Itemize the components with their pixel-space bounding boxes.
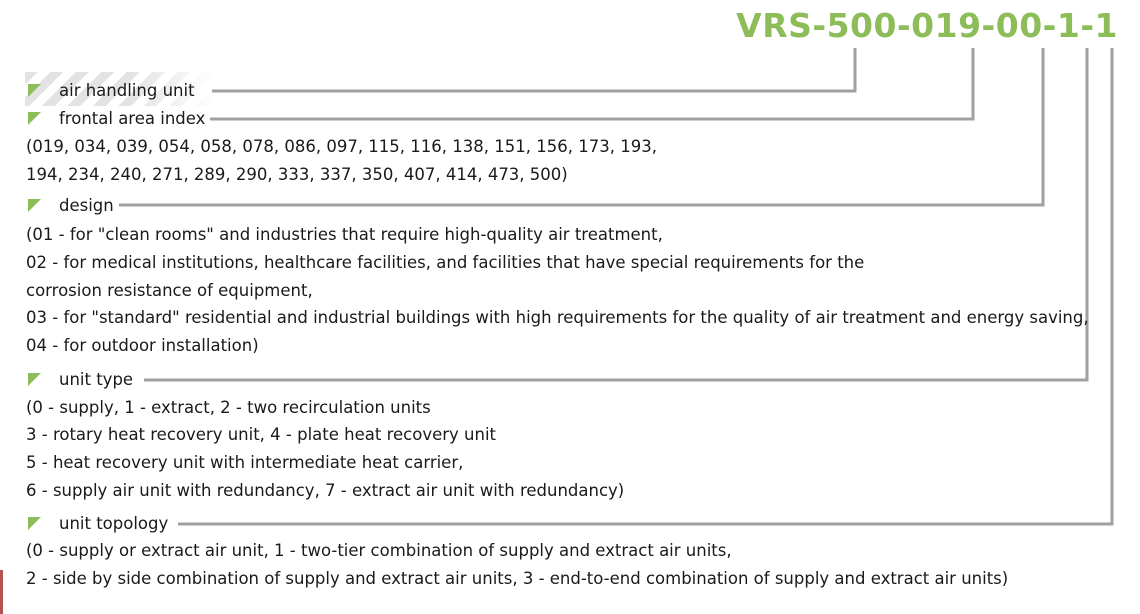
model-code-title: VRS-500-019-00-1-1: [736, 6, 1118, 45]
green-triangle-bullet-icon: [28, 84, 41, 97]
heading-unit-topology: unit topology: [28, 511, 168, 537]
frontal-area-values-line: (019, 034, 039, 054, 058, 078, 086, 097, 115, 116, 138, 151, 156, 173, 193,: [26, 137, 657, 156]
heading-unit-type: unit type: [28, 367, 133, 393]
unit-type-option-line: 6 - supply air unit with redundancy, 7 - extract air unit with redundancy): [26, 481, 625, 500]
design-option-line: (01 - for "clean rooms" and industries that require high-quality air treatment,: [26, 225, 663, 244]
unit-topology-option-line: (0 - supply or extract air unit, 1 - two-tier combination of supply and extract air units,: [26, 541, 732, 560]
edge-accent-bar: [0, 570, 3, 614]
green-triangle-bullet-icon: [28, 199, 41, 212]
heading-frontal-area-index: frontal area index: [28, 106, 205, 132]
unit-topology-option-line: 2 - side by side combination of supply and extract air units, 3 - end-to-end combination of supply and extract air units): [26, 569, 1009, 588]
heading-design: design: [28, 193, 114, 219]
green-triangle-bullet-icon: [28, 517, 41, 530]
design-option-line: 02 - for medical institutions, healthcare facilities, and facilities that have special requirements for the: [26, 253, 865, 272]
green-triangle-bullet-icon: [28, 373, 41, 386]
frontal-area-values-line: 194, 234, 240, 271, 289, 290, 333, 337, 350, 407, 414, 473, 500): [26, 165, 568, 184]
connector-frontal-area-index: [210, 48, 973, 119]
unit-type-option-line: 5 - heat recovery unit with intermediate heat carrier,: [26, 453, 464, 472]
design-option-line: 04 - for outdoor installation): [26, 336, 259, 355]
design-option-line: 03 - for "standard" residential and industrial buildings with high requirements for the quality of air treatment and energy saving,: [26, 308, 1089, 327]
green-triangle-bullet-icon: [28, 112, 41, 125]
design-option-line: corrosion resistance of equipment,: [26, 281, 313, 300]
connector-air-handling-unit: [212, 48, 855, 91]
heading-air-handling-unit: air handling unit: [28, 78, 195, 104]
unit-type-option-line: 3 - rotary heat recovery unit, 4 - plate heat recovery unit: [26, 425, 497, 444]
unit-type-option-line: (0 - supply, 1 - extract, 2 - two recirculation units: [26, 398, 431, 417]
